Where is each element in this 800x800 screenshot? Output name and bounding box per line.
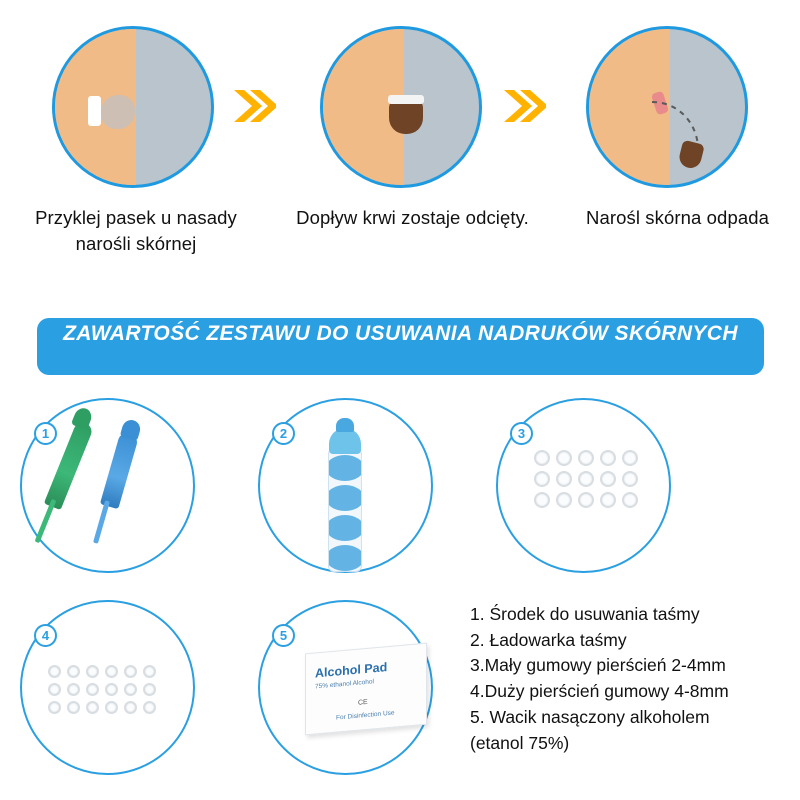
ce-mark: CE: [358, 698, 368, 707]
small-rubber-rings-icon: [534, 450, 638, 508]
kit-number-1: 1: [34, 422, 57, 445]
rubber-band-icon: [388, 95, 424, 104]
legend-item-2: 2. Ładowarka taśmy: [470, 629, 627, 650]
alcohol-pad-title: Alcohol Pad: [315, 660, 388, 681]
kit-number-4: 4: [34, 624, 57, 647]
adhesive-strip-icon: [88, 96, 101, 126]
legend-item-5-cont: (etanol 75%): [470, 732, 570, 753]
arrow-2: [502, 84, 546, 128]
band-loader-knob-icon: [336, 418, 354, 432]
kit-number-3: 3: [510, 422, 533, 445]
step-1-caption: Przyklej pasek u nasady narośli skórnej: [35, 207, 237, 254]
alcohol-pad-box-icon: [305, 643, 427, 736]
step-2-caption: Dopływ krwi zostaje odcięty.: [296, 207, 529, 228]
kit-number-5: 5: [272, 624, 295, 647]
legend-item-3: 3.Mały gumowy pierścień 2-4mm: [470, 655, 726, 676]
kit-legend: [470, 602, 790, 756]
large-rubber-rings-icon: [48, 665, 156, 714]
alcohol-pad-footer: For Disinfection Use: [336, 709, 395, 722]
arrow-1: [232, 84, 276, 128]
steps-section: [0, 0, 800, 270]
legend-item-4: 4.Duży pierścień gumowy 4-8mm: [470, 681, 729, 702]
kit-number-2: 2: [272, 422, 295, 445]
banner-title: ZAWARTOŚĆ ZESTAWU DO USUWANIA NADRUKÓW SKÓRNYCH: [63, 322, 738, 345]
legend-item-1: 1. Środek do usuwania taśmy: [470, 604, 700, 624]
skin-tag-icon: [101, 95, 135, 129]
step-3-caption: Narośl skórna odpada: [586, 207, 769, 228]
band-loader-icon: [328, 448, 362, 572]
alcohol-pad-subtitle: 75% ethanol Alcohol: [315, 678, 374, 691]
legend-item-5: 5. Wacik nasączony alkoholem: [470, 706, 710, 727]
